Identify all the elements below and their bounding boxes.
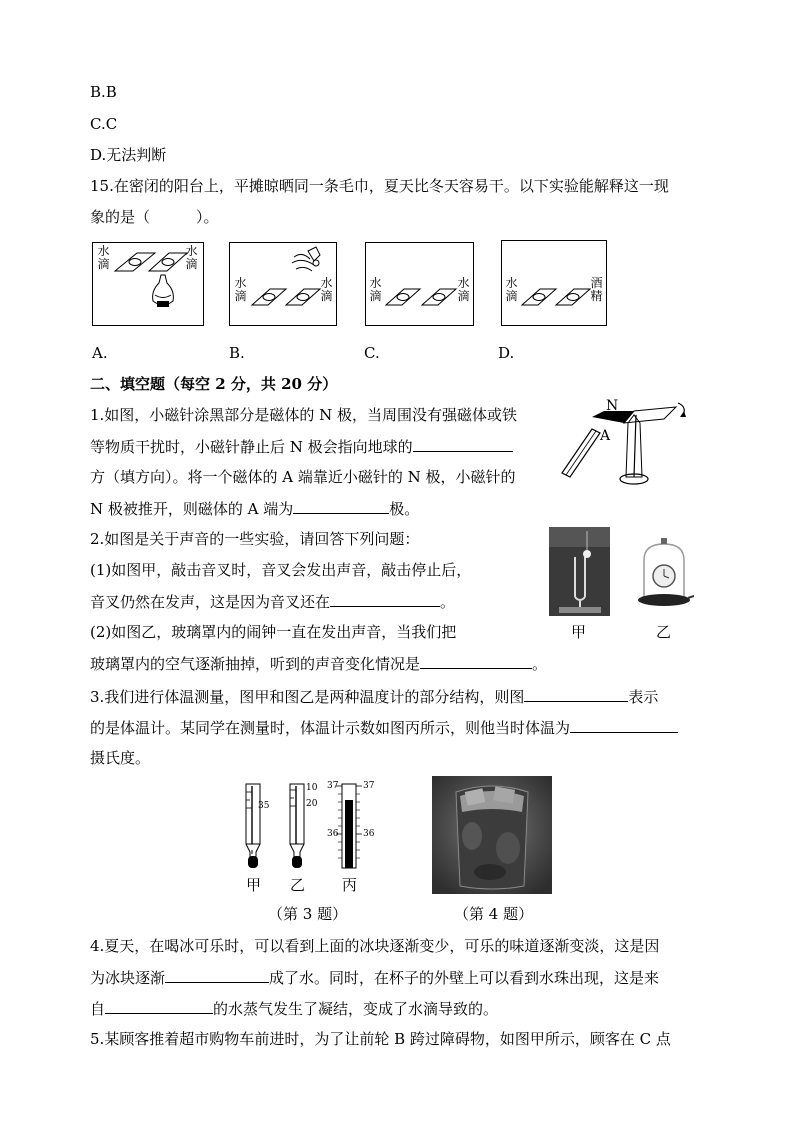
q15-option-d: D. bbox=[498, 344, 515, 362]
caption-yi: 乙 bbox=[656, 623, 672, 641]
tick-37-right: 37 bbox=[363, 781, 375, 791]
q2-line1: 2.如图是关于声音的一些实验，请回答下列问题： bbox=[90, 530, 420, 548]
q15-figure-b bbox=[229, 242, 337, 326]
q2-line3: 音叉仍然在发声，这是因为音叉还在 。 bbox=[90, 593, 456, 611]
caption-yi: 乙 bbox=[290, 876, 306, 894]
tick-36-left: 36 bbox=[327, 829, 339, 839]
tick-20: 20 bbox=[306, 799, 318, 809]
q1-line1: 1.如图，小磁针涂黑部分是磁体的 N 极，当周围没有强磁体或铁 bbox=[90, 406, 517, 424]
water-drop-label-left: 水滴 bbox=[97, 244, 110, 271]
q15-figure-a bbox=[92, 242, 204, 326]
q15-stem-line2: 象的是（ ）。 bbox=[90, 208, 219, 226]
answer-blank[interactable] bbox=[330, 591, 440, 607]
caption-jia: 甲 bbox=[571, 623, 587, 641]
answer-blank[interactable] bbox=[420, 653, 532, 669]
q2-line4: (2)如图乙，玻璃罩内的闹钟一直在发出声音，当我们把 bbox=[90, 623, 457, 641]
q2-line5: 玻璃罩内的空气逐渐抽掉，听到的声音变化情况是 。 bbox=[90, 655, 548, 673]
q3-line3: 摄氏度。 bbox=[90, 749, 151, 767]
answer-blank[interactable] bbox=[413, 436, 513, 452]
q15-stem-line1: 15.在密闭的阳台上，平摊晾晒同一条毛巾，夏天比冬天容易干。以下实验能解释这一现 bbox=[90, 177, 669, 195]
answer-blank[interactable] bbox=[524, 686, 628, 702]
answer-blank[interactable] bbox=[570, 717, 678, 733]
water-drop-label-left: 水滴 bbox=[369, 276, 382, 303]
q5-line1: 5.某顾客推着超市购物车前进时，为了让前轮 B 跨过障碍物，如图甲所示，顾客在 C 点 bbox=[90, 1030, 671, 1048]
q15-option-b: B. bbox=[229, 344, 245, 362]
glass-plates-fan-icon bbox=[230, 243, 336, 325]
figure-3-caption: （第 3 题） bbox=[268, 905, 348, 923]
glass-plates-icon bbox=[93, 243, 203, 325]
water-drop-label: 水滴 bbox=[505, 276, 518, 303]
water-drop-label-right: 水滴 bbox=[320, 276, 333, 303]
q2-line2: (1)如图甲，敲击音叉时，音叉会发出声音，敲击停止后， bbox=[90, 561, 472, 579]
tick-10: 10 bbox=[306, 783, 318, 793]
q3-line2: 的是体温计。某同学在测量时，体温计示数如图丙所示，则他当时体温为 bbox=[90, 717, 678, 738]
caption-bing: 丙 bbox=[342, 876, 358, 894]
north-pole-label: N bbox=[606, 398, 619, 414]
section-heading: 二、填空题（每空 2 分，共 20 分） bbox=[90, 375, 338, 393]
q4-line2: 为冰块逐渐 成了水。同时，在杯子的外壁上可以看到水珠出现，这是来 bbox=[90, 969, 660, 987]
q15-figure-c bbox=[365, 242, 474, 326]
tick-36-right: 36 bbox=[363, 829, 375, 839]
q1-line4: N 极被推开，则磁体的 A 端为 极。 bbox=[90, 500, 420, 518]
water-drop-label-right: 水滴 bbox=[185, 244, 198, 271]
glass-plates-icon bbox=[366, 243, 473, 325]
q4-line1: 4.夏天，在喝冰可乐时，可以看到上面的冰块逐渐变少，可乐的味道逐渐变淡，这是因 bbox=[90, 937, 660, 955]
water-drop-label-left: 水滴 bbox=[234, 276, 247, 303]
q15-option-c: C. bbox=[364, 344, 380, 362]
answer-blank[interactable] bbox=[293, 498, 389, 514]
q3-line1: 3.我们进行体温测量，图甲和图乙是两种温度计的部分结构，则图 表示 bbox=[90, 688, 659, 706]
option-c: C.C bbox=[90, 115, 118, 133]
bell-jar-clock-photo bbox=[634, 538, 694, 608]
q4-line3: 自 的水蒸气发生了凝结，变成了水滴导致的。 bbox=[90, 1000, 499, 1018]
magnet-end-a-label: A bbox=[600, 428, 611, 444]
water-drop-label-right: 水滴 bbox=[457, 276, 470, 303]
q1-line3: 方（填方向）。将一个磁体的 A 端靠近小磁针的 N 极，小磁针的 bbox=[90, 468, 516, 486]
tick-37-left: 37 bbox=[327, 781, 339, 791]
q15-option-a: A. bbox=[92, 344, 108, 362]
ice-cola-photo bbox=[432, 776, 552, 894]
q15-figure-d bbox=[501, 240, 607, 326]
option-d: D.无法判断 bbox=[90, 146, 167, 164]
magnet-needle-figure bbox=[552, 393, 712, 493]
figure-4-caption: （第 4 题） bbox=[454, 905, 534, 923]
alcohol-label: 酒精 bbox=[590, 276, 603, 303]
tick-35: 35 bbox=[258, 801, 270, 811]
tuning-fork-photo bbox=[549, 527, 610, 616]
answer-blank[interactable] bbox=[165, 967, 269, 983]
answer-blank[interactable] bbox=[105, 998, 213, 1014]
option-b: B.B bbox=[90, 83, 117, 101]
q1-line2: 等物质干扰时，小磁针静止后 N 极会指向地球的 bbox=[90, 436, 513, 457]
caption-jia: 甲 bbox=[246, 876, 262, 894]
glass-plates-icon bbox=[502, 241, 606, 325]
